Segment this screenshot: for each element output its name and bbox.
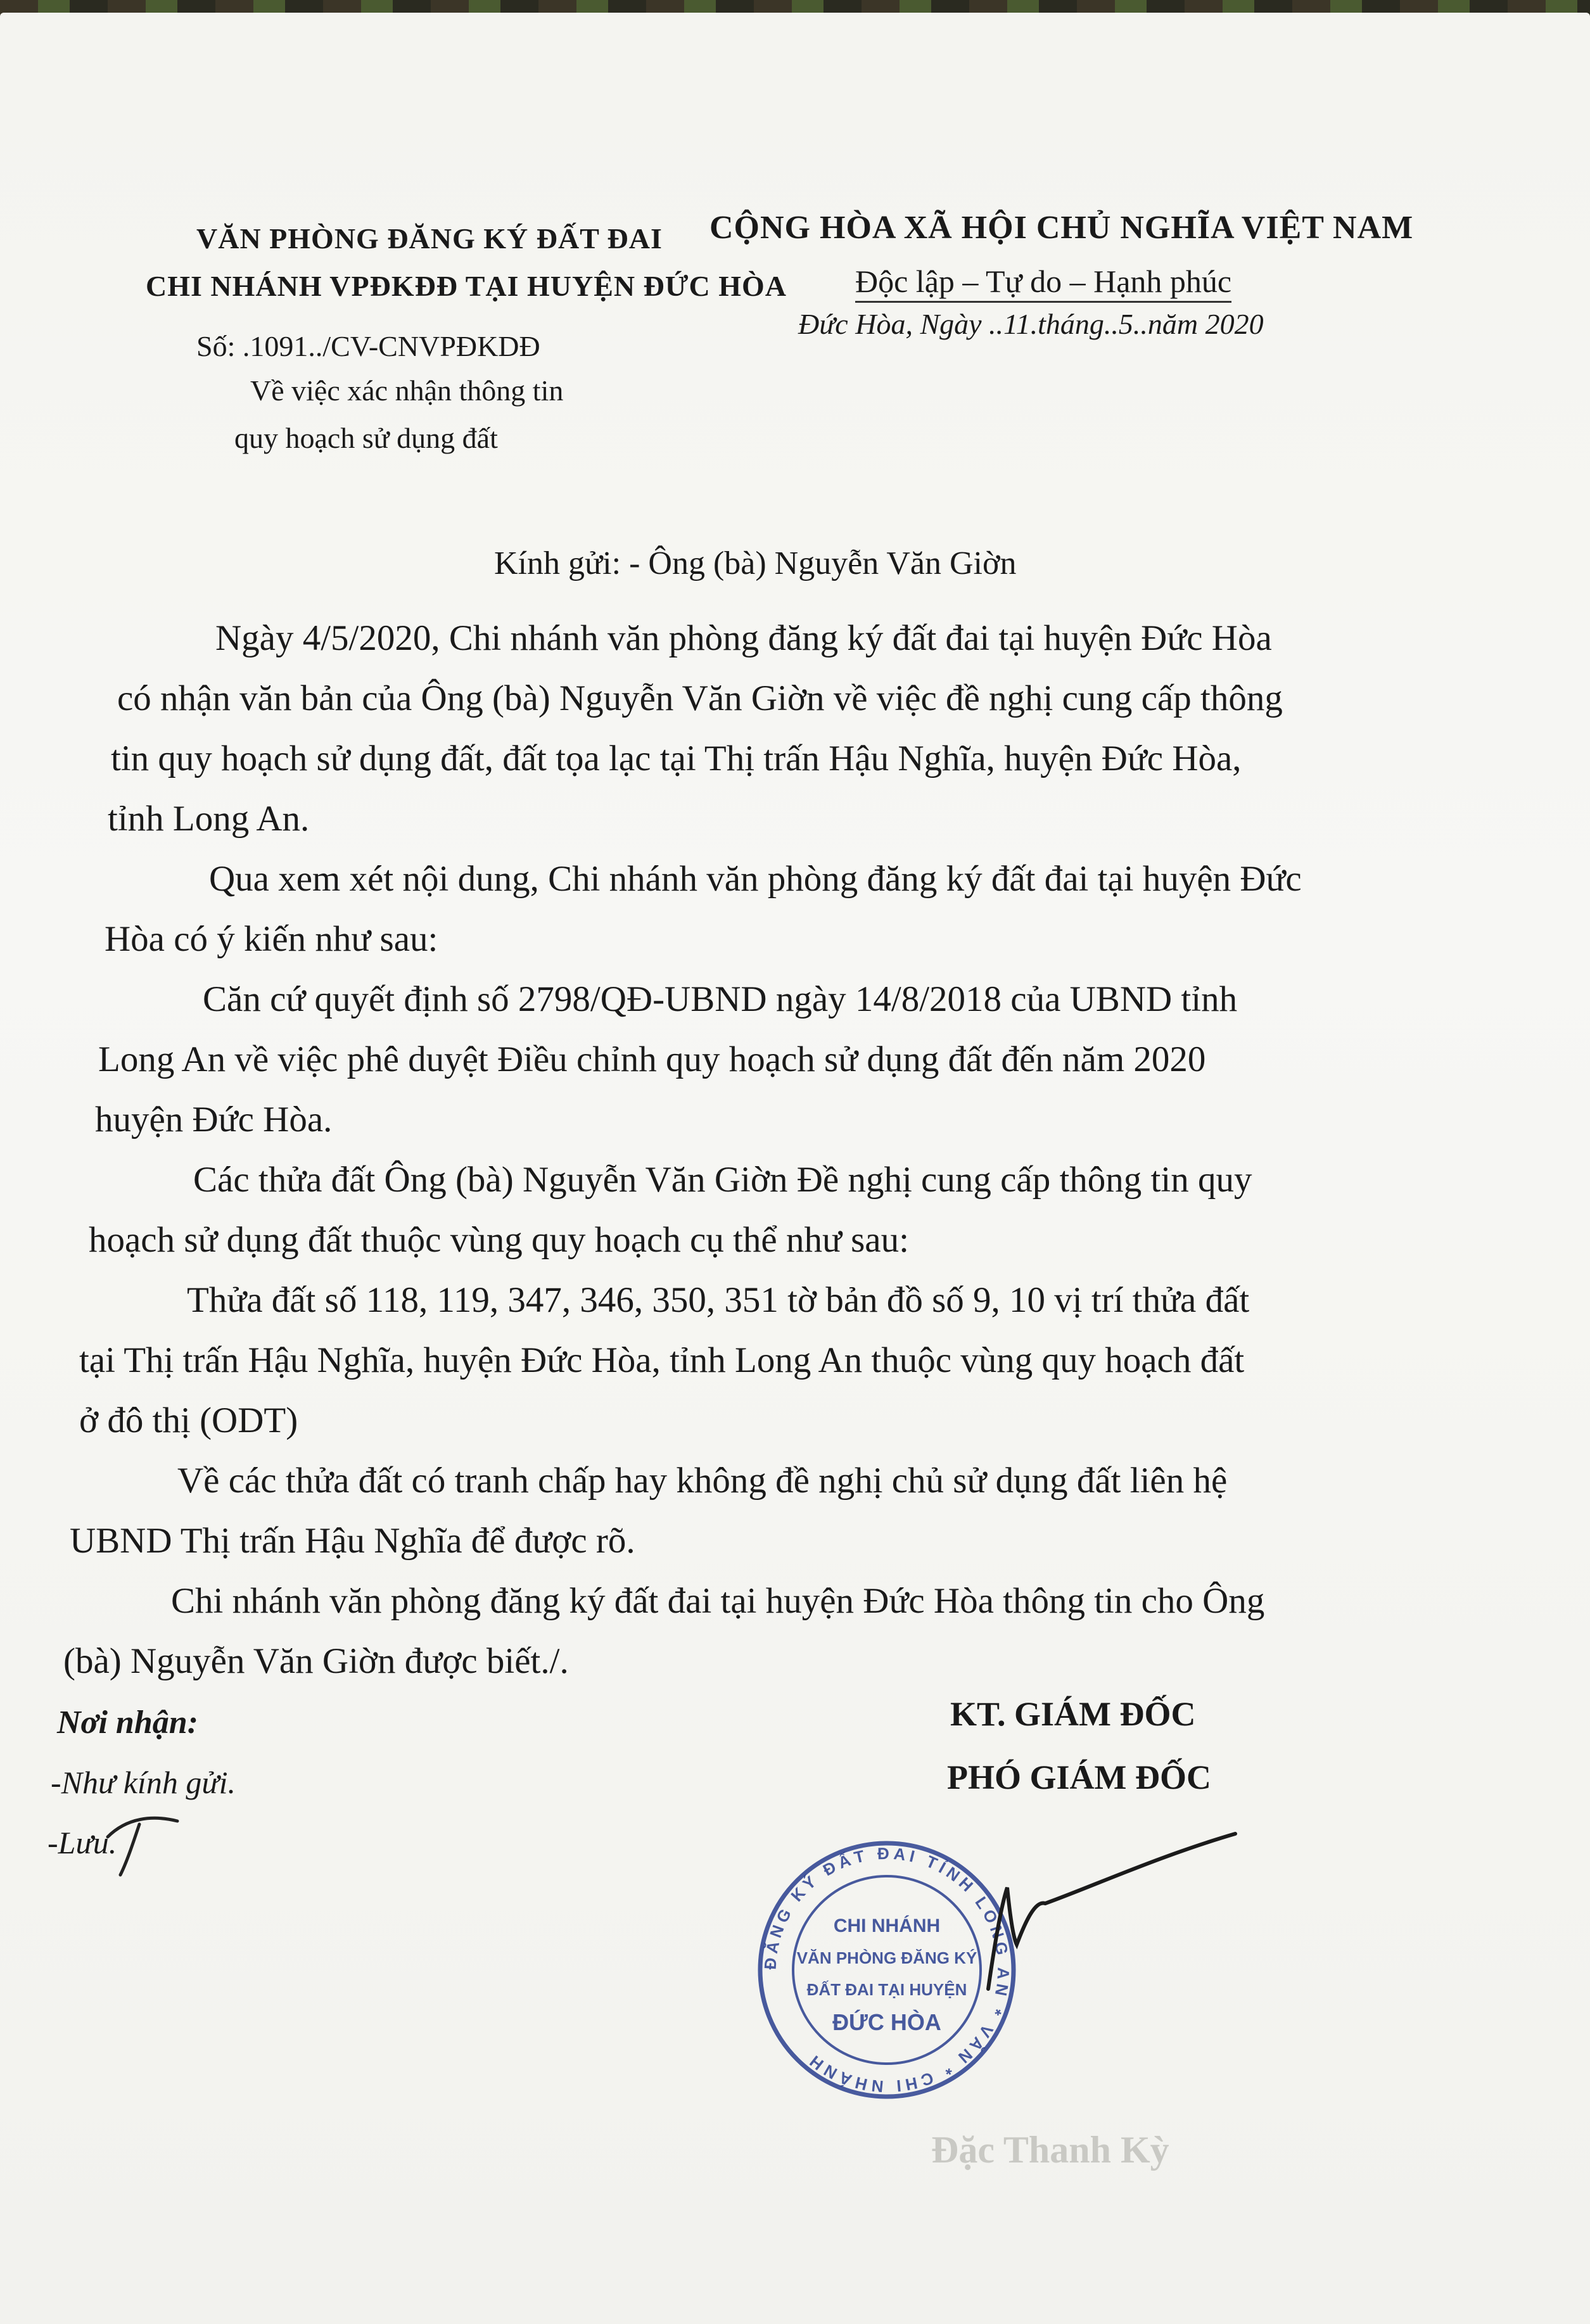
body-p2-line1: Qua xem xét nội dung, Chi nhánh văn phòng đăng ký đất đai tại huyện Đức [209,859,1302,899]
place-and-date: Đức Hòa, Ngày ..11.tháng..5..năm 2020 [798,308,1264,340]
seal-line-4: ĐỨC HÒA [832,2009,941,2035]
recipient-line: Kính gửi: - Ông (bà) Nguyễn Văn Giờn [494,545,1017,581]
body-p3-line1: Căn cứ quyết định số 2798/QĐ-UBND ngày 14/8/2018 của UBND tỉnh [203,979,1238,1019]
seal-line-3: ĐẤT ĐAI TẠI HUYỆN [806,1980,967,1999]
recipients-item-2: -Lưu. [48,1825,117,1860]
national-motto: Độc lập – Tự do – Hạnh phúc [855,263,1231,303]
body-p1-line3: tin quy hoạch sử dụng đất, đất tọa lạc tại Thị trấn Hậu Nghĩa, huyện Đức Hòa, [111,739,1242,778]
handwritten-mark-icon [101,1812,196,1881]
document-number: Số: .1091../CV-CNVPĐKDĐ [196,330,540,362]
seal-line-1: CHI NHÁNH [833,1915,941,1936]
agency-name-line2: CHI NHÁNH VPĐKĐĐ TẠI HUYỆN ĐỨC HÒA [146,270,787,302]
handwritten-signature-icon [976,1831,1242,1995]
seal-line-2: VĂN PHÒNG ĐĂNG KÝ [796,1948,977,1967]
body-p1-line1: Ngày 4/5/2020, Chi nhánh văn phòng đăng ký đất đai tại huyện Đức Hòa [215,618,1272,658]
body-p4-line1: Các thửa đất Ông (bà) Nguyễn Văn Giờn Đề nghị cung cấp thông tin quy [193,1160,1252,1200]
body-p1-line4: tỉnh Long An. [108,799,310,839]
body-p3-line2: Long An về việc phê duyệt Điều chỉnh quy hoạch sử dụng đất đến năm 2020 [98,1039,1206,1079]
body-p5-line1: Thửa đất số 118, 119, 347, 346, 350, 351 tờ bản đồ số 9, 10 vị trí thửa đất [187,1280,1250,1320]
recipients-label: Nơi nhận: [57,1705,198,1741]
body-p7-line1: Chi nhánh văn phòng đăng ký đất đai tại huyện Đức Hòa thông tin cho Ông [171,1581,1265,1621]
body-p4-line2: hoạch sử dụng đất thuộc vùng quy hoạch cụ thể như sau: [89,1220,909,1260]
body-p6-line2: UBND Thị trấn Hậu Nghĩa để được rõ. [70,1521,635,1561]
national-title: CỘNG HÒA XÃ HỘI CHỦ NGHĨA VIỆT NAM [709,210,1414,246]
body-p6-line1: Về các thửa đất có tranh chấp hay không đề nghị chủ sử dụng đất liên hệ [177,1461,1228,1501]
signer-name: Đặc Thanh Kỳ [931,2129,1169,2171]
agency-name-line1: VĂN PHÒNG ĐĂNG KÝ ĐẤT ĐAI [196,222,663,255]
document-page [0,13,1590,2324]
subject-line1: Về việc xác nhận thông tin [250,374,564,407]
body-p1-line2: có nhận văn bản của Ông (bà) Nguyễn Văn Giờn về việc đề nghị cung cấp thông [117,678,1283,718]
recipients-item-1: -Như kính gửi. [51,1765,236,1800]
signature-title-1: KT. GIÁM ĐỐC [950,1695,1196,1733]
body-p3-line3: huyện Đức Hòa. [95,1100,333,1140]
body-p5-line2: tại Thị trấn Hậu Nghĩa, huyện Đức Hòa, tỉnh Long An thuộc vùng quy hoạch đất [79,1340,1245,1380]
signature-title-2: PHÓ GIÁM ĐỐC [947,1758,1211,1796]
subject-line2: quy hoạch sử dụng đất [234,422,498,454]
body-p5-line3: ở đô thị (ODT) [79,1400,298,1440]
body-p2-line2: Hòa có ý kiến như sau: [105,919,438,959]
seal-outer-text: ĐĂNG KÝ ĐẤT ĐAI TỈNH LONG AN * VĂN * CHI NHÁNH [760,1843,1014,2097]
body-p7-line2: (bà) Nguyễn Văn Giờn được biết./. [63,1641,569,1681]
